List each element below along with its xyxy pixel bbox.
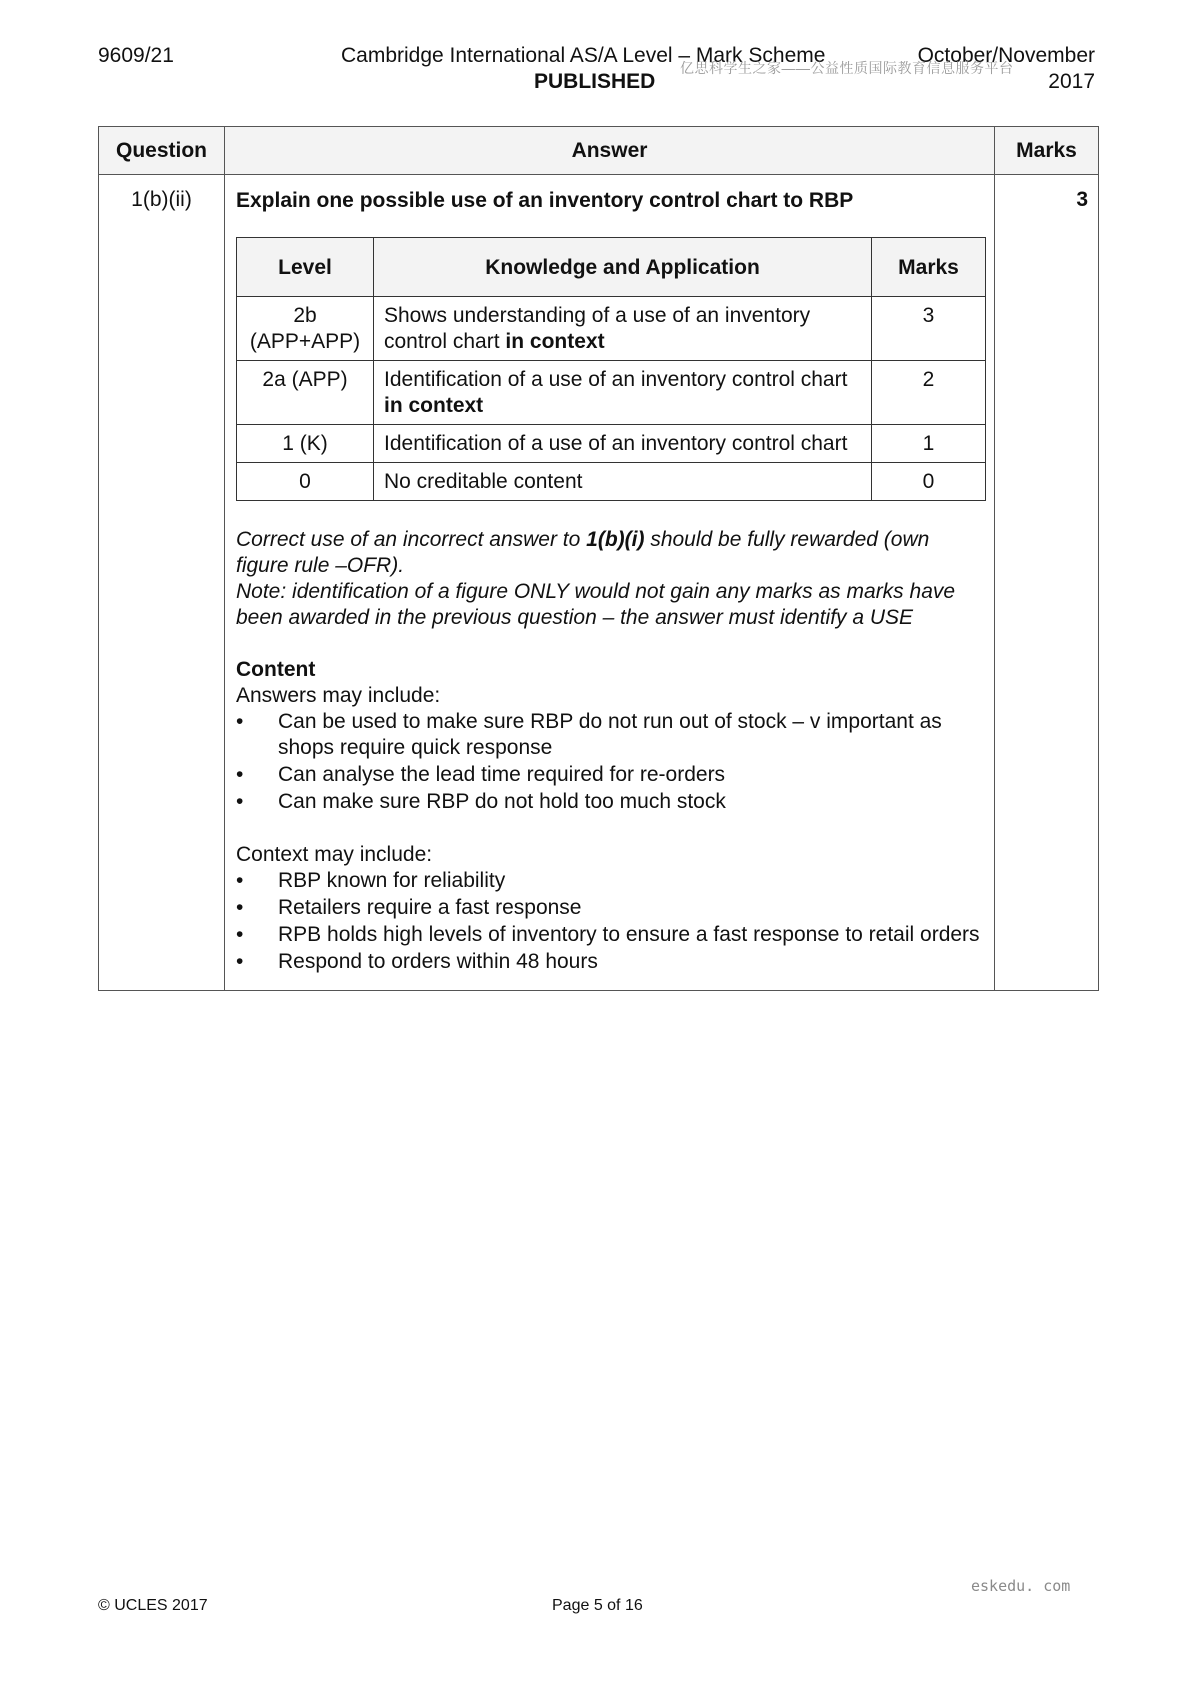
document-code: 9609/21 (98, 44, 174, 67)
level-description (374, 425, 872, 463)
level-row (237, 297, 986, 361)
level-code-detail: (APP+APP) (249, 330, 361, 353)
list-item (236, 868, 983, 894)
level-description-emphasis: in context (384, 394, 484, 417)
level-description-text: Identification of a use of an inventory control chart (384, 432, 848, 455)
level-description (374, 463, 872, 501)
site-watermark: eskedu. com (971, 1577, 1071, 1595)
levels-marks-column-header: Marks (872, 238, 986, 297)
bullet-icon: • (236, 763, 244, 786)
level-description-text: Shows understanding of a use of an inventory control chart (384, 304, 811, 353)
level-code: 2b (293, 304, 317, 327)
list-item-text: Respond to orders within 48 hours (278, 950, 598, 973)
content-heading: Content (236, 658, 316, 681)
level-row (237, 425, 986, 463)
document-title: Cambridge International AS/A Level – Mark Scheme (341, 44, 826, 67)
level-row (237, 361, 986, 425)
table-row (99, 175, 1099, 991)
bullet-icon: • (236, 923, 244, 946)
list-item-text: Can analyse the lead time required for re-orders (278, 763, 726, 786)
exam-session: October/November (917, 44, 1095, 67)
list-item (236, 709, 983, 761)
level-cell (237, 425, 374, 463)
level-description-text: No creditable content (384, 470, 583, 493)
ofr-note (236, 527, 983, 579)
level-code: 1 (K) (282, 432, 328, 455)
list-item-text: Can make sure RBP do not hold too much stock (278, 790, 726, 813)
watermark-text: 亿思科学生之家——公益性质国际教育信息服务平台 (680, 60, 1014, 76)
ofr-note-text-end: should be fully rewarded (own figure rule –OFR). (236, 528, 930, 577)
list-item-text: Can be used to make sure RBP do not run out of stock – v important as shops require quick response (278, 710, 942, 759)
level-description-text: Identification of a use of an inventory control chart (384, 368, 848, 391)
knowledge-column-header: Knowledge and Application (374, 238, 872, 297)
list-item (236, 895, 983, 921)
ofr-note-reference: 1(b)(i) (586, 528, 645, 551)
bullet-icon: • (236, 790, 244, 813)
question-column-header: Question (99, 127, 225, 175)
published-label: PUBLISHED (534, 70, 656, 93)
question-number: 1(b)(ii) (99, 175, 225, 991)
bullet-icon: • (236, 710, 244, 733)
identification-note: Note: identification of a figure ONLY would not gain any marks as marks have been awarded in the previous question – the answer must identify a USE (236, 580, 956, 629)
levels-header-row (237, 238, 986, 297)
table-header-row (99, 127, 1099, 175)
level-code: 2a (APP) (262, 368, 348, 391)
copyright-text: © UCLES 2017 (98, 1597, 208, 1614)
level-column-header: Level (237, 238, 374, 297)
context-intro: Context may include: (236, 843, 433, 866)
level-description (374, 361, 872, 425)
answer-column-header: Answer (225, 127, 995, 175)
content-intro: Answers may include: (236, 684, 441, 707)
list-item (236, 949, 983, 975)
list-item (236, 762, 983, 788)
levels-table (236, 237, 986, 501)
bullet-icon: • (236, 896, 244, 919)
ofr-note-text: Correct use of an incorrect answer to (236, 528, 587, 551)
level-cell (237, 361, 374, 425)
level-marks: 1 (872, 425, 986, 463)
level-description (374, 297, 872, 361)
exam-year: 2017 (1048, 70, 1095, 93)
level-code: 0 (299, 470, 311, 493)
list-item-text: RPB holds high levels of inventory to ensure a fast response to retail orders (278, 923, 980, 946)
question-marks: 3 (995, 175, 1099, 991)
level-row (237, 463, 986, 501)
list-item-text: RBP known for reliability (278, 869, 506, 892)
level-marks: 2 (872, 361, 986, 425)
level-description-emphasis: in context (505, 330, 605, 353)
level-marks: 0 (872, 463, 986, 501)
list-item (236, 789, 983, 815)
bullet-icon: • (236, 950, 244, 973)
content-list (236, 709, 983, 815)
mark-scheme-table (98, 126, 1099, 991)
level-marks: 3 (872, 297, 986, 361)
list-item-text: Retailers require a fast response (278, 896, 582, 919)
answer-cell (225, 175, 995, 991)
page-number: Page 5 of 16 (552, 1597, 643, 1614)
level-cell (237, 463, 374, 501)
question-prompt: Explain one possible use of an inventory control chart to RBP (236, 189, 854, 212)
context-list (236, 868, 983, 975)
list-item (236, 922, 983, 948)
marks-column-header: Marks (995, 127, 1099, 175)
bullet-icon: • (236, 869, 244, 892)
level-cell (237, 297, 374, 361)
